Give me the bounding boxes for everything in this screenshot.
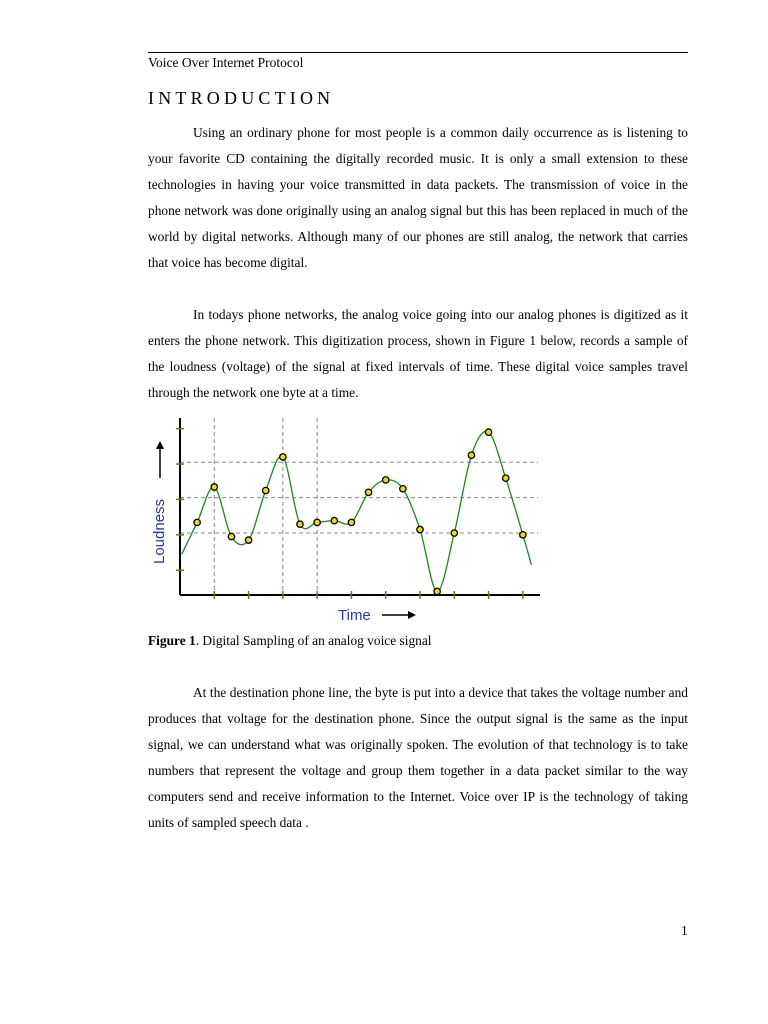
analog-signal-curve xyxy=(182,431,532,591)
paragraph-text: Using an ordinary phone for most people is a common daily occurrence as is listening to your favorite CD containing the digitally recorded music. It is only a small extension to these technologies in having your voice transmitted in data packets. The transmission of voice in the phone network was done originally using an analog signal but this has been replaced in much of the world by digital networks. Although many of our phones are still analog, the network that carries that voice has become digital. xyxy=(148,125,688,270)
paragraph-text: In todays phone networks, the analog voice going into our analog phones is digitized as it enters the phone network. This digitization process, shown in Figure 1 below, records a sample of the loudness (voltage) of the signal at fixed intervals of time. These digital voice samples travel through the network one byte at a time. xyxy=(148,307,688,400)
x-axis-arrowhead xyxy=(408,611,416,619)
running-header: Voice Over Internet Protocol xyxy=(148,55,304,70)
sample-point xyxy=(194,519,200,525)
figure-digital-sampling xyxy=(148,412,548,630)
sample-point xyxy=(263,487,269,493)
sample-point xyxy=(383,477,389,483)
sample-point xyxy=(228,533,234,539)
x-axis-label: Time xyxy=(338,607,371,624)
figure-caption-text: . Digital Sampling of an analog voice signal xyxy=(195,633,432,648)
sample-point xyxy=(245,537,251,543)
sample-point xyxy=(520,532,526,538)
sample-point xyxy=(365,489,371,495)
paragraph-text: At the destination phone line, the byte is put into a device that takes the voltage number and produces that voltage for the destination phone. Since the output signal is the same as the input signal, we can understand what was originally spoken. The evolution of that technology is to take numbers that represent the voltage and group them together in a data packet similar to the way computers send and receive information to the Internet. Voice over IP is the technology of taking units of sampled speech data . xyxy=(148,685,688,830)
sample-point xyxy=(485,429,491,435)
sampling-chart xyxy=(148,412,548,630)
y-axis-label: Loudness xyxy=(151,498,168,564)
paragraph-intro-3 xyxy=(148,680,688,836)
sample-point xyxy=(314,519,320,525)
y-axis-arrowhead xyxy=(156,441,164,449)
sample-point xyxy=(211,484,217,490)
sample-point xyxy=(451,530,457,536)
sample-point xyxy=(434,588,440,594)
paragraph-intro-2 xyxy=(148,302,688,406)
sample-point xyxy=(331,517,337,523)
sample-point xyxy=(348,519,354,525)
page-number: 1 xyxy=(681,923,688,938)
sample-point xyxy=(280,454,286,460)
header-rule xyxy=(148,52,688,53)
paragraph-intro-1 xyxy=(148,120,688,276)
sample-point xyxy=(297,521,303,527)
sample-point xyxy=(468,452,474,458)
figure-caption-label: Figure 1 xyxy=(148,633,196,648)
section-heading: INTRODUCTION xyxy=(148,88,335,108)
sample-point xyxy=(417,526,423,532)
figure-caption xyxy=(148,633,432,649)
sample-point xyxy=(400,486,406,492)
sample-point xyxy=(503,475,509,481)
